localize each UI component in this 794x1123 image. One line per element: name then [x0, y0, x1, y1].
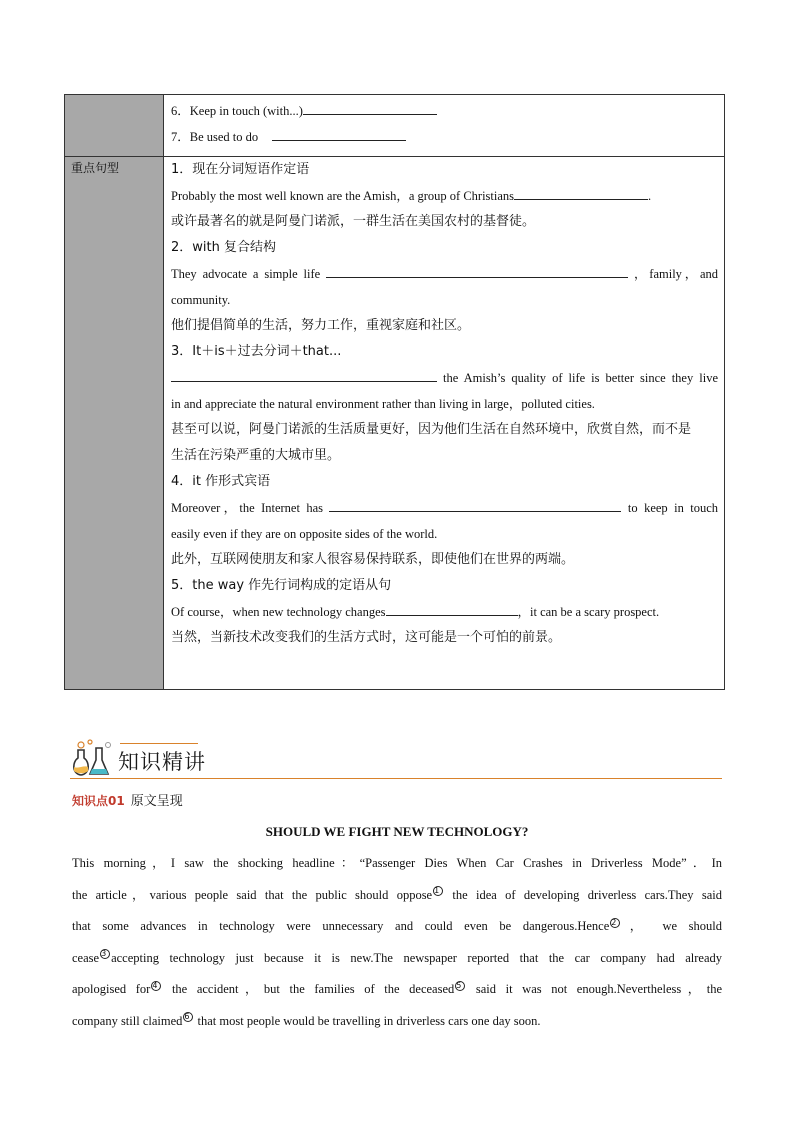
- section-label: 重点句型: [65, 157, 164, 690]
- article-text: the accident，but the families of the deceased: [162, 982, 455, 996]
- article-text: that some advances in technology were unnecessary and could even be dangerous.Hence: [72, 919, 610, 933]
- item-heading: 1．现在分词短语作定语: [171, 162, 310, 177]
- article-text: the idea of developing driverless cars.They said: [444, 887, 722, 902]
- en-line: in and appreciate the natural environment rather than living in large，polluted cities.: [171, 397, 595, 411]
- item-heading: 3．It＋is＋过去分词＋that...: [171, 344, 342, 359]
- item-heading: 2．with 复合结构: [171, 240, 276, 255]
- footnote-marker: 3: [100, 949, 110, 959]
- article-line: [72, 848, 722, 880]
- phrase-line: 7．Be used to do: [171, 124, 718, 150]
- cn-line: 生活在污染严重的大城市里。: [171, 448, 341, 463]
- knowledge-point-tag: 知识点01: [72, 794, 125, 808]
- en-line: They advocate a simple life ，family，and: [171, 261, 718, 287]
- article-line: [72, 974, 722, 1006]
- en-line: the Amish’s quality of life is better since they live: [171, 365, 718, 391]
- lab-flask-icon: [70, 738, 114, 778]
- phrase-cell: [164, 95, 725, 157]
- section-header: [70, 738, 722, 779]
- footnote-marker: 1: [433, 886, 443, 896]
- footnote-marker: 2: [610, 918, 620, 928]
- en-line: easily even if they are on opposite sides of the world.: [171, 527, 438, 541]
- en-line: Moreover，the Internet has to keep in touch: [171, 495, 718, 521]
- article-title: SHOULD WE FIGHT NEW TECHNOLOGY?: [265, 824, 529, 839]
- footnote-marker: 6: [183, 1012, 193, 1022]
- sentence-cell: [164, 157, 725, 690]
- article-line: [72, 943, 722, 975]
- footnote-marker: 4: [151, 981, 161, 991]
- article-line: [72, 880, 722, 912]
- knowledge-point-name: 原文呈现: [130, 794, 183, 809]
- article-paragraph: [72, 848, 722, 1037]
- article-text: company still claimed: [72, 1013, 183, 1028]
- article-line: [72, 911, 722, 943]
- item-heading: 5．the way 作先行词构成的定语从句: [171, 578, 392, 593]
- article-text: said it was not enough.Nevertheless，the: [466, 982, 723, 996]
- article-text: the article，various people said that the public should oppose: [72, 887, 433, 902]
- article-text: that most people would be travelling in driverless cars one day soon.: [194, 1013, 541, 1028]
- article-text: ， we should: [621, 919, 722, 933]
- cn-line: 或许最著名的就是阿曼门诺派，一群生活在美国农村的基督徒。: [171, 214, 536, 229]
- cn-line: 他们提倡简单的生活，努力工作，重视家庭和社区。: [171, 318, 471, 333]
- article-text: cease: [72, 950, 100, 965]
- section-title: 知识精讲: [118, 750, 206, 774]
- knowledge-point: [72, 790, 183, 809]
- article-line: [72, 1006, 722, 1038]
- article-text: This morning，I saw the shocking headline：“Passenger Dies When Car Crashes in Driverless Mode”．In: [72, 856, 722, 870]
- en-line: Probably the most well known are the Amish，a group of Christians .: [171, 183, 718, 209]
- footnote-marker: 5: [455, 981, 465, 991]
- en-line: Of course，when new technology changes ，it can be a scary prospect.: [171, 599, 718, 625]
- header-deco-line: [120, 743, 198, 744]
- cn-line: 当然，当新技术改变我们的生活方式时，这可能是一个可怕的前景。: [171, 630, 562, 645]
- article-text: accepting technology just because it is new.The newspaper reported that the car company had already: [111, 950, 722, 965]
- cn-line: 甚至可以说，阿曼门诺派的生活质量更好，因为他们生活在自然环境中，欣赏自然，而不是: [171, 422, 692, 437]
- phrase-line: 6．Keep in touch (with...): [171, 98, 718, 124]
- article-text: apologised for: [72, 982, 151, 996]
- phrase-label-cell: [65, 95, 164, 157]
- cn-line: 此外，互联网使朋友和家人很容易保持联系，即使他们在世界的两端。: [171, 552, 575, 567]
- item-heading: 4．it 作形式宾语: [171, 474, 271, 489]
- key-points-table: [64, 94, 725, 690]
- en-line: community.: [171, 293, 231, 307]
